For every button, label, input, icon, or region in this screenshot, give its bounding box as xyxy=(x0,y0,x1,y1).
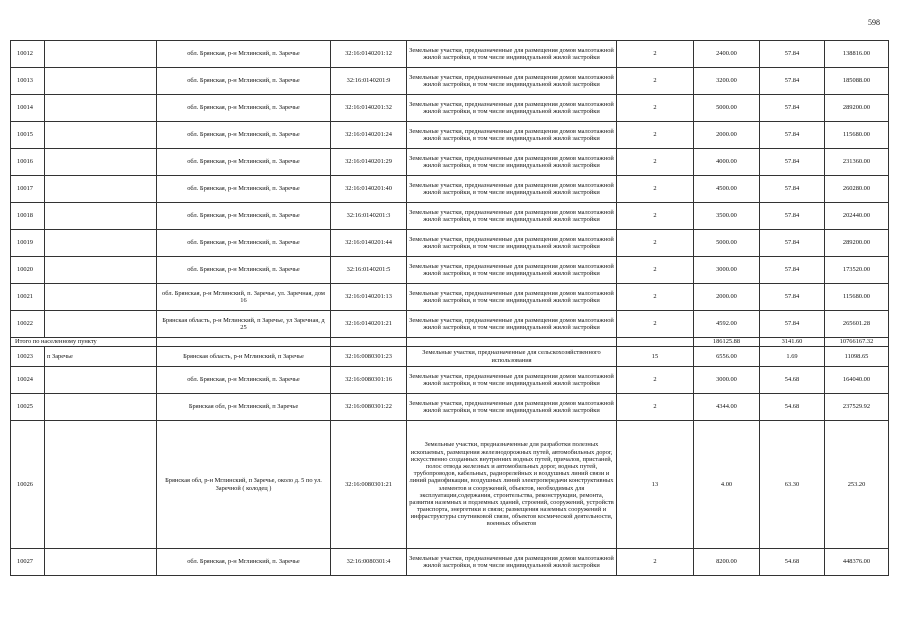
cadastral-value: 138816.00 xyxy=(825,41,889,68)
table-row xyxy=(11,176,889,203)
cadastral-number: 32:16:0080301:23 xyxy=(331,347,407,367)
specific-value: 1.69 xyxy=(760,347,825,367)
land-purpose: Земельные участки, предназначенные для размещения домов малоэтажной жилой застройки, в том числе индивидуальной жилой застройки xyxy=(407,41,617,68)
cadastral-number: 32:16:0140201:21 xyxy=(331,311,407,338)
cadastral-value: 115680.00 xyxy=(825,284,889,311)
settlement-cell xyxy=(45,257,157,284)
settlement-cell xyxy=(45,68,157,95)
row-id: 10015 xyxy=(11,122,45,149)
address-cell: обл. Брянская, р-н Мглинский, п. Заречье xyxy=(157,176,331,203)
land-purpose: Земельные участки, предназначенные для размещения домов малоэтажной жилой застройки, в том числе индивидуальной жилой застройки xyxy=(407,311,617,338)
row-id: 10027 xyxy=(11,549,45,576)
specific-value: 54.68 xyxy=(760,394,825,421)
specific-value: 63.30 xyxy=(760,421,825,549)
land-purpose: Земельные участки, предназначенные для разработки полезных ископаемых, размещения железнодорожных путей, автомобильных дорог, искусственно созданных внутренних водных путей, причалов, пристаней, полос отвода железных и автомобильных дорог, водных путей, трубопроводов, кабельных, радиорелейных и воздушных линий связи и линий радиофикации, воздушных линий электропередачи конструктивных элементов и сооружений, объектов, необходимых для эксплуатации,содержания, строительства, реконструкции, ремонта, развития наземных и подземных зданий, строений, сооружений, устройств транспорта, энергетики и связи; размещения наземных сооружений и инфраструктуры спутниковой связи, объектов космической деятельности, военных объектов xyxy=(407,421,617,549)
cadastral-value: 289200.00 xyxy=(825,230,889,257)
cadastral-value: 185088.00 xyxy=(825,68,889,95)
specific-value: 57.84 xyxy=(760,311,825,338)
settlement-cell xyxy=(45,394,157,421)
cadastral-number: 32:16:0080301:4 xyxy=(331,549,407,576)
area-value: 4000.00 xyxy=(694,149,760,176)
address-cell: обл. Брянская, р-н Мглинский, п. Заречье xyxy=(157,367,331,394)
cadastral-number: 32:16:0140201:12 xyxy=(331,41,407,68)
settlement-cell xyxy=(45,95,157,122)
cadastral-number: 32:16:0140201:3 xyxy=(331,203,407,230)
cadastral-number: 32:16:0080301:16 xyxy=(331,367,407,394)
settlement-cell xyxy=(45,311,157,338)
row-id: 10020 xyxy=(11,257,45,284)
cadastral-number: 32:16:0140201:13 xyxy=(331,284,407,311)
address-cell: Брянская область, р-н Мглинский, п Заречье xyxy=(157,347,331,367)
specific-value: 57.84 xyxy=(760,203,825,230)
empty-cell xyxy=(617,338,694,347)
table-row xyxy=(11,95,889,122)
settlement-cell xyxy=(45,367,157,394)
row-id: 10012 xyxy=(11,41,45,68)
specific-value: 57.84 xyxy=(760,176,825,203)
subtotal-value: 10766167.32 xyxy=(825,338,889,347)
table-row xyxy=(11,347,889,367)
table-row xyxy=(11,149,889,176)
area-value: 3500.00 xyxy=(694,203,760,230)
area-value: 2400.00 xyxy=(694,41,760,68)
table-row xyxy=(11,311,889,338)
land-purpose: Земельные участки, предназначенные для размещения домов малоэтажной жилой застройки, в том числе индивидуальной жилой застройки xyxy=(407,549,617,576)
settlement-cell xyxy=(45,149,157,176)
cadastral-number: 32:16:0140201:29 xyxy=(331,149,407,176)
cadastral-value: 173520.00 xyxy=(825,257,889,284)
specific-value: 57.84 xyxy=(760,230,825,257)
row-id: 10025 xyxy=(11,394,45,421)
cadastral-value: 265601.28 xyxy=(825,311,889,338)
subtotal-label: Итого по населенному пункту xyxy=(11,338,157,347)
group-number: 2 xyxy=(617,311,694,338)
land-purpose: Земельные участки, предназначенные для размещения домов малоэтажной жилой застройки, в том числе индивидуальной жилой застройки xyxy=(407,257,617,284)
subtotal-rate: 3141.60 xyxy=(760,338,825,347)
specific-value: 57.84 xyxy=(760,68,825,95)
address-cell: обл. Брянская, р-н Мглинский, п. Заречье xyxy=(157,149,331,176)
cadastral-value: 237529.92 xyxy=(825,394,889,421)
settlement-cell xyxy=(45,176,157,203)
subtotal-row xyxy=(11,338,889,347)
cadastral-value: 11098.65 xyxy=(825,347,889,367)
area-value: 3000.00 xyxy=(694,257,760,284)
specific-value: 54.68 xyxy=(760,367,825,394)
cadastral-value: 289200.00 xyxy=(825,95,889,122)
group-number: 2 xyxy=(617,95,694,122)
cadastral-value: 260280.00 xyxy=(825,176,889,203)
table-row xyxy=(11,284,889,311)
area-value: 5000.00 xyxy=(694,95,760,122)
row-id: 10024 xyxy=(11,367,45,394)
row-id: 10014 xyxy=(11,95,45,122)
cadastral-number: 32:16:0140201:9 xyxy=(331,68,407,95)
settlement-cell xyxy=(45,549,157,576)
subtotal-area: 186125.88 xyxy=(694,338,760,347)
address-cell: обл. Брянская, р-н Мглинский, п. Заречье xyxy=(157,41,331,68)
land-purpose: Земельные участки, предназначенные для размещения домов малоэтажной жилой застройки, в том числе индивидуальной жилой застройки xyxy=(407,176,617,203)
land-purpose: Земельные участки, предназначенные для размещения домов малоэтажной жилой застройки, в том числе индивидуальной жилой застройки xyxy=(407,68,617,95)
address-cell: Брянская обл, р-н Мглинский, п Заречье, около д. 5 по ул. Заречной ( колодец ) xyxy=(157,421,331,549)
area-value: 4500.00 xyxy=(694,176,760,203)
row-id: 10017 xyxy=(11,176,45,203)
cadastral-value-table xyxy=(10,40,889,576)
table-row xyxy=(11,230,889,257)
cadastral-number: 32:16:0080301:22 xyxy=(331,394,407,421)
land-purpose: Земельные участки, предназначенные для сельскохозяйственного использования xyxy=(407,347,617,367)
address-cell: обл. Брянская, р-н Мглинский, п. Заречье xyxy=(157,257,331,284)
row-id: 10022 xyxy=(11,311,45,338)
table-row xyxy=(11,367,889,394)
address-cell: Брянская обл, р-н Мглинский, п Заречье xyxy=(157,394,331,421)
row-id: 10019 xyxy=(11,230,45,257)
address-cell: обл. Брянская, р-н Мглинский, п. Заречье xyxy=(157,203,331,230)
cadastral-value: 231360.00 xyxy=(825,149,889,176)
land-purpose: Земельные участки, предназначенные для размещения домов малоэтажной жилой застройки, в том числе индивидуальной жилой застройки xyxy=(407,367,617,394)
group-number: 2 xyxy=(617,257,694,284)
cadastral-value: 115680.00 xyxy=(825,122,889,149)
settlement-cell xyxy=(45,284,157,311)
specific-value: 57.84 xyxy=(760,41,825,68)
empty-cell xyxy=(157,338,331,347)
area-value: 2000.00 xyxy=(694,122,760,149)
cadastral-number: 32:16:0140201:44 xyxy=(331,230,407,257)
area-value: 4592.00 xyxy=(694,311,760,338)
cadastral-number: 32:16:0140201:5 xyxy=(331,257,407,284)
group-number: 2 xyxy=(617,394,694,421)
table-row xyxy=(11,68,889,95)
group-number: 2 xyxy=(617,149,694,176)
group-number: 2 xyxy=(617,230,694,257)
empty-cell xyxy=(407,338,617,347)
table-row xyxy=(11,122,889,149)
row-id: 10026 xyxy=(11,421,45,549)
cadastral-number: 32:16:0140201:32 xyxy=(331,95,407,122)
table-row xyxy=(11,203,889,230)
group-number: 2 xyxy=(617,549,694,576)
table-row xyxy=(11,421,889,549)
area-value: 2000.00 xyxy=(694,284,760,311)
area-value: 8200.00 xyxy=(694,549,760,576)
specific-value: 57.84 xyxy=(760,95,825,122)
group-number: 13 xyxy=(617,421,694,549)
cadastral-number: 32:16:0140201:40 xyxy=(331,176,407,203)
cadastral-number: 32:16:0080301:21 xyxy=(331,421,407,549)
row-id: 10023 xyxy=(11,347,45,367)
address-cell: Брянская область, р-н Мглинский, п Заречье, ул Заречная, д 25 xyxy=(157,311,331,338)
area-value: 6556.00 xyxy=(694,347,760,367)
table-row xyxy=(11,41,889,68)
row-id: 10016 xyxy=(11,149,45,176)
cadastral-number: 32:16:0140201:24 xyxy=(331,122,407,149)
land-purpose: Земельные участки, предназначенные для размещения домов малоэтажной жилой застройки, в том числе индивидуальной жилой застройки xyxy=(407,284,617,311)
address-cell: обл. Брянская, р-н Мглинский, п. Заречье, ул. Заречная, дом 16 xyxy=(157,284,331,311)
area-value: 5000.00 xyxy=(694,230,760,257)
group-number: 2 xyxy=(617,68,694,95)
address-cell: обл. Брянская, р-н Мглинский, п. Заречье xyxy=(157,122,331,149)
row-id: 10021 xyxy=(11,284,45,311)
land-purpose: Земельные участки, предназначенные для размещения домов малоэтажной жилой застройки, в том числе индивидуальной жилой застройки xyxy=(407,122,617,149)
table-row xyxy=(11,394,889,421)
settlement-cell xyxy=(45,122,157,149)
cadastral-value: 202440.00 xyxy=(825,203,889,230)
land-purpose: Земельные участки, предназначенные для размещения домов малоэтажной жилой застройки, в том числе индивидуальной жилой застройки xyxy=(407,95,617,122)
area-value: 4.00 xyxy=(694,421,760,549)
settlement-cell xyxy=(45,41,157,68)
group-number: 2 xyxy=(617,284,694,311)
settlement-cell: п Заречье xyxy=(45,347,157,367)
specific-value: 57.84 xyxy=(760,284,825,311)
land-purpose: Земельные участки, предназначенные для размещения домов малоэтажной жилой застройки, в том числе индивидуальной жилой застройки xyxy=(407,149,617,176)
specific-value: 54.68 xyxy=(760,549,825,576)
specific-value: 57.84 xyxy=(760,122,825,149)
land-purpose: Земельные участки, предназначенные для размещения домов малоэтажной жилой застройки, в том числе индивидуальной жилой застройки xyxy=(407,394,617,421)
land-purpose: Земельные участки, предназначенные для размещения домов малоэтажной жилой застройки, в том числе индивидуальной жилой застройки xyxy=(407,203,617,230)
specific-value: 57.84 xyxy=(760,257,825,284)
group-number: 2 xyxy=(617,203,694,230)
group-number: 2 xyxy=(617,122,694,149)
land-purpose: Земельные участки, предназначенные для размещения домов малоэтажной жилой застройки, в том числе индивидуальной жилой застройки xyxy=(407,230,617,257)
empty-cell xyxy=(331,338,407,347)
area-value: 4344.00 xyxy=(694,394,760,421)
address-cell: обл. Брянская, р-н Мглинский, п. Заречье xyxy=(157,68,331,95)
settlement-cell xyxy=(45,421,157,549)
settlement-cell xyxy=(45,230,157,257)
specific-value: 57.84 xyxy=(760,149,825,176)
table-row xyxy=(11,257,889,284)
address-cell: обл. Брянская, р-н Мглинский, п. Заречье xyxy=(157,95,331,122)
group-number: 2 xyxy=(617,176,694,203)
address-cell: обл. Брянская, р-н Мглинский, п. Заречье xyxy=(157,230,331,257)
cadastral-value: 253.20 xyxy=(825,421,889,549)
group-number: 15 xyxy=(617,347,694,367)
row-id: 10013 xyxy=(11,68,45,95)
cadastral-value: 164040.00 xyxy=(825,367,889,394)
row-id: 10018 xyxy=(11,203,45,230)
address-cell: обл. Брянская, р-н Мглинский, п. Заречье xyxy=(157,549,331,576)
settlement-cell xyxy=(45,203,157,230)
area-value: 3000.00 xyxy=(694,367,760,394)
group-number: 2 xyxy=(617,41,694,68)
area-value: 3200.00 xyxy=(694,68,760,95)
group-number: 2 xyxy=(617,367,694,394)
table-row xyxy=(11,549,889,576)
cadastral-value: 448376.00 xyxy=(825,549,889,576)
page-number: 598 xyxy=(868,18,880,27)
